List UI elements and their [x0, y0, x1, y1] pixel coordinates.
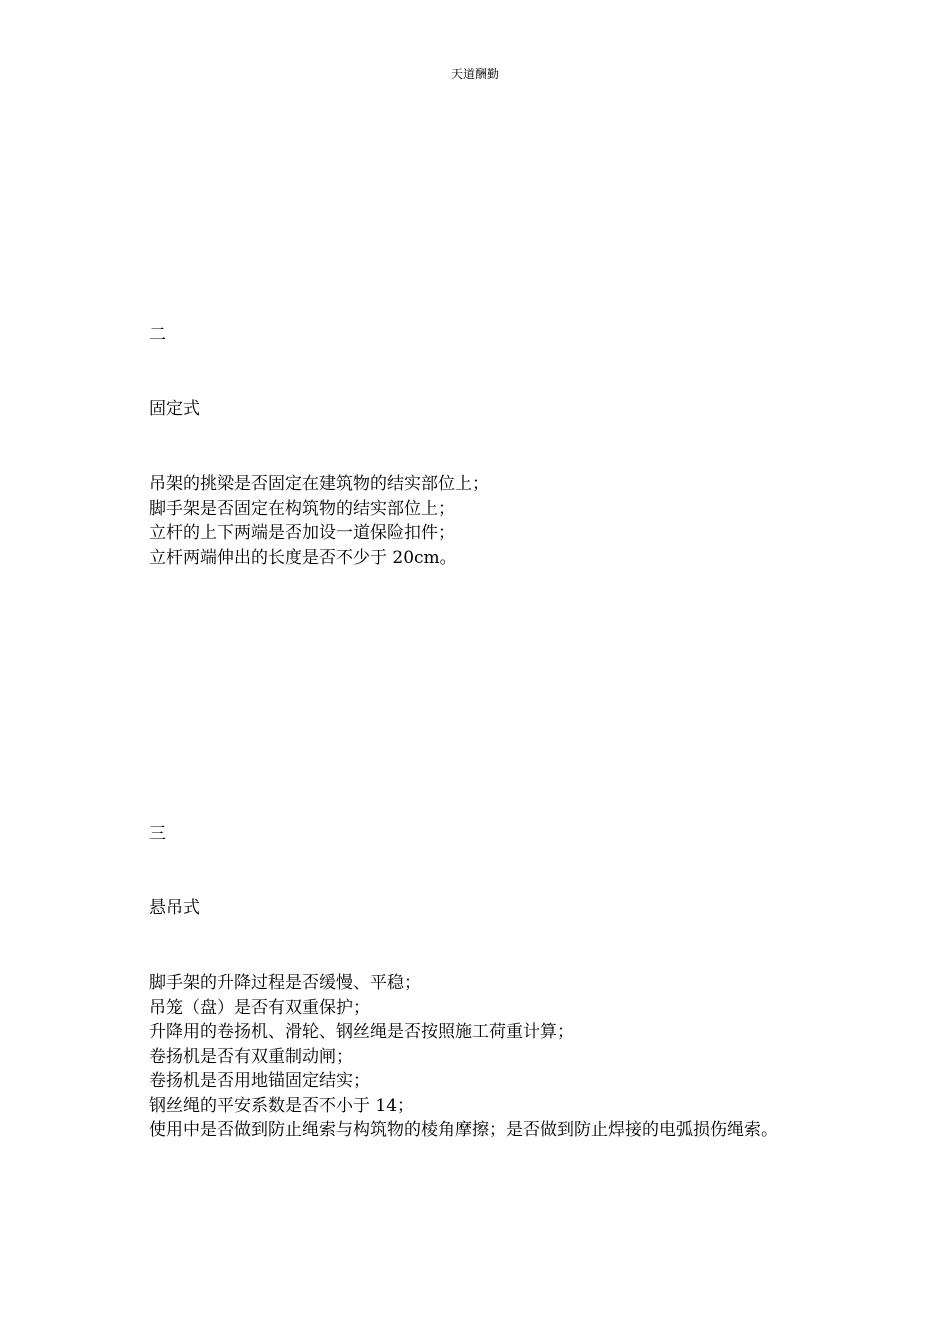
- section-2-title: 固定式: [149, 399, 200, 419]
- section-3-title: 悬吊式: [149, 898, 200, 918]
- section-3-number: 三: [149, 824, 166, 844]
- list-item: 使用中是否做到防止绳索与构筑物的棱角摩擦；是否做到防止焊接的电弧损伤绳索。: [149, 1120, 778, 1140]
- list-item: 吊笼（盘）是否有双重保护；: [149, 997, 370, 1018]
- section-2-list: [149, 472, 809, 570]
- page-header: 天道酬勤: [450, 67, 499, 81]
- list-item: 脚手架是否固定在构筑物的结实部位上；: [149, 498, 455, 519]
- list-item: 升降用的卷扬机、滑轮、钢丝绳是否按照施工荷重计算；: [149, 1022, 574, 1042]
- list-item: 脚手架的升降过程是否缓慢、平稳；: [149, 973, 421, 993]
- list-item: 立杆两端伸出的长度是否不少于 20cm。: [149, 547, 457, 568]
- list-item: 立杆的上下两端是否加设一道保险扣件；: [149, 523, 455, 543]
- section-2-number: 二: [149, 325, 166, 345]
- list-item: 吊架的挑梁是否固定在建筑物的结实部位上；: [149, 474, 489, 494]
- section-3-list: [149, 971, 809, 1143]
- list-item: 卷扬机是否用地锚固定结实；: [149, 1071, 370, 1091]
- list-item: 钢丝绳的平安系数是否不小于 14；: [149, 1095, 415, 1116]
- list-item: 卷扬机是否有双重制动闸；: [149, 1046, 353, 1067]
